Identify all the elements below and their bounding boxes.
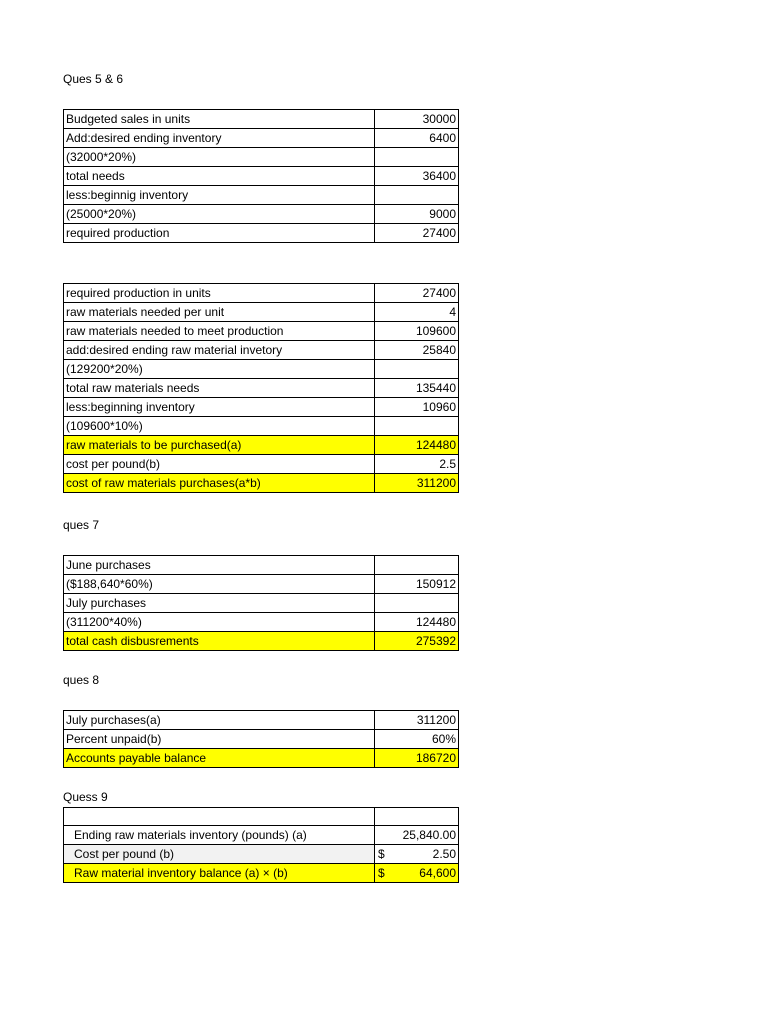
row-value: 9000: [375, 205, 459, 224]
row-label: Budgeted sales in units: [64, 110, 375, 129]
highlighted-row: [64, 436, 459, 455]
heading-ques-9: Quess 9: [63, 790, 108, 804]
row-value: [375, 417, 459, 436]
row-label: (25000*20%): [64, 205, 375, 224]
row-label: less:beginnig inventory: [64, 186, 375, 205]
row-label: July purchases: [64, 594, 375, 613]
table-row: [64, 455, 459, 474]
table-row: [64, 711, 459, 730]
row-value: 60%: [375, 730, 459, 749]
table-row: [64, 575, 459, 594]
row-label: add:desired ending raw material invetory: [64, 341, 375, 360]
row-value: 6400: [375, 129, 459, 148]
row-value: 311200: [375, 474, 459, 493]
table-row: [64, 360, 459, 379]
row-value: 27400: [375, 224, 459, 243]
row-label: cost per pound(b): [64, 455, 375, 474]
row-value: 25840: [375, 341, 459, 360]
table-row: [64, 284, 459, 303]
heading-ques-8: ques 8: [63, 673, 100, 687]
row-value: [375, 556, 459, 575]
amount: 64,600: [419, 866, 456, 880]
row-label: Cost per pound (b): [64, 845, 375, 864]
row-label: raw materials needed to meet production: [64, 322, 375, 341]
row-label: Raw material inventory balance (a) × (b): [64, 864, 375, 883]
row-value: 124480: [375, 613, 459, 632]
table-row: [64, 808, 459, 826]
table-row: [64, 205, 459, 224]
row-value: [375, 826, 459, 845]
currency-symbol: $: [378, 847, 385, 861]
table-row: [64, 398, 459, 417]
heading-ques-5-6: Ques 5 & 6: [63, 72, 124, 86]
accounts-payable-table: [63, 710, 459, 768]
row-label: June purchases: [64, 556, 375, 575]
row-value: 10960: [375, 398, 459, 417]
row-label: required production: [64, 224, 375, 243]
row-label: required production in units: [64, 284, 375, 303]
table-row: [64, 129, 459, 148]
table-row: [64, 379, 459, 398]
row-value: 109600: [375, 322, 459, 341]
row-label: Ending raw materials inventory (pounds) (a): [64, 826, 375, 845]
row-value: [375, 360, 459, 379]
row-value: 275392: [375, 632, 459, 651]
row-value: 30000: [375, 110, 459, 129]
row-value: 124480: [375, 436, 459, 455]
heading-ques-7: ques 7: [63, 518, 100, 532]
cash-disbursements-table: [63, 555, 459, 651]
row-label: July purchases(a): [64, 711, 375, 730]
row-value: [375, 864, 459, 883]
row-value: [375, 148, 459, 167]
row-value: [375, 845, 459, 864]
row-value: 311200: [375, 711, 459, 730]
table-row: [64, 148, 459, 167]
row-value: 36400: [375, 167, 459, 186]
row-value: 135440: [375, 379, 459, 398]
row-value: 4: [375, 303, 459, 322]
amount: 2.50: [432, 847, 456, 861]
production-budget-table: [63, 109, 459, 243]
table-row: [64, 826, 459, 845]
row-label: total needs: [64, 167, 375, 186]
row-value: [375, 594, 459, 613]
row-label: ($188,640*60%): [64, 575, 375, 594]
row-label: (109600*10%): [64, 417, 375, 436]
row-value: [375, 186, 459, 205]
row-label: cost of raw materials purchases(a*b): [64, 474, 375, 493]
table-row: [64, 613, 459, 632]
table-row: [64, 845, 459, 864]
raw-material-inventory-table: [63, 807, 459, 883]
currency-symbol: $: [378, 866, 385, 880]
table-row: [64, 341, 459, 360]
highlighted-row: [64, 474, 459, 493]
row-label: less:beginning inventory: [64, 398, 375, 417]
raw-materials-budget-table: [63, 283, 459, 493]
row-value: 150912: [375, 575, 459, 594]
amount: 25,840.00: [402, 828, 456, 842]
row-value: 2.5: [375, 455, 459, 474]
row-label: Accounts payable balance: [64, 749, 375, 768]
row-value: [375, 808, 459, 826]
table-row: [64, 417, 459, 436]
table-row: [64, 186, 459, 205]
table-row: [64, 556, 459, 575]
row-label: (129200*20%): [64, 360, 375, 379]
row-label: (311200*40%): [64, 613, 375, 632]
row-value: 27400: [375, 284, 459, 303]
table-row: [64, 594, 459, 613]
row-label: [64, 808, 375, 826]
row-value: 186720: [375, 749, 459, 768]
highlighted-row: [64, 632, 459, 651]
table-row: [64, 730, 459, 749]
highlighted-row: [64, 749, 459, 768]
row-label: raw materials to be purchased(a): [64, 436, 375, 455]
table-row: [64, 224, 459, 243]
table-row: [64, 110, 459, 129]
row-label: total raw materials needs: [64, 379, 375, 398]
table-row: [64, 167, 459, 186]
row-label: Add:desired ending inventory: [64, 129, 375, 148]
row-label: total cash disbusrements: [64, 632, 375, 651]
row-label: Percent unpaid(b): [64, 730, 375, 749]
row-label: raw materials needed per unit: [64, 303, 375, 322]
table-row: [64, 303, 459, 322]
table-row: [64, 322, 459, 341]
row-label: (32000*20%): [64, 148, 375, 167]
highlighted-row: [64, 864, 459, 883]
